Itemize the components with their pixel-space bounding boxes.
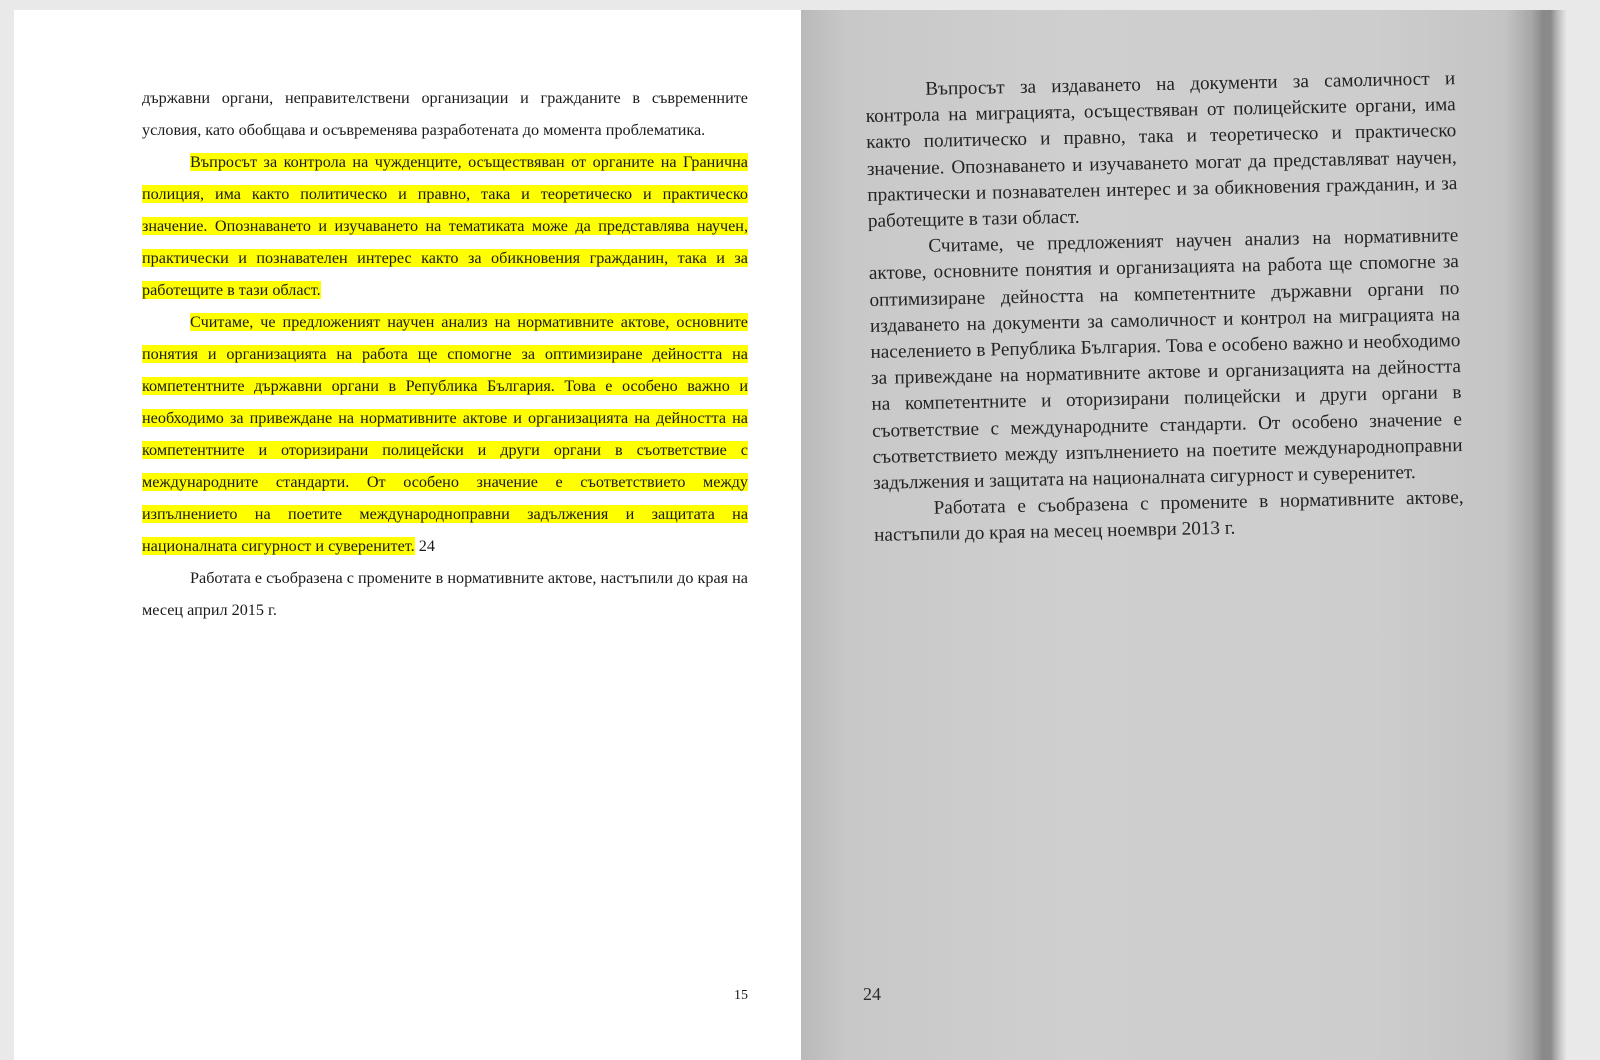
highlighted-text: Въпросът за контрола на чужденците, осъществяван от органите на Гранична полиция, има както политическо и правно, така и теоретическо и практическо значение. Опознаването и изучаването на тематиката може да представлява научен, практически и познавателен интерес както за обикновения гражданин, така и за работещите в тази област.	[142, 153, 748, 299]
book-gutter-shadow	[1532, 10, 1566, 1060]
left-paragraph-3	[142, 306, 748, 562]
right-paragraph-3: Работата е съобразена с промените в нормативните актове, настъпили до края на месец ноември 2013 г.	[873, 487, 1464, 547]
footnote-reference: 24	[414, 537, 435, 555]
document-viewer	[14, 10, 1566, 1060]
left-paragraph-4-text: Работата е съобразена с промените в нормативните актове, настъпили до края на месец април 2015 г.	[142, 569, 748, 619]
right-page-number: 24	[863, 984, 881, 1004]
left-document-page	[14, 10, 801, 1060]
left-paragraph-1-text: държавни органи, неправителствени организации и гражданите в съвременните условия, като обобщава и осъвременява разработената до момента проблематика.	[142, 89, 748, 139]
right-page-body	[865, 66, 1464, 549]
left-paragraph-2	[142, 146, 748, 306]
right-scanned-page	[801, 10, 1566, 1060]
left-paragraph-1	[142, 82, 748, 146]
left-page-number: 15	[734, 988, 748, 1003]
left-paragraph-4	[142, 562, 748, 626]
highlighted-text: Считаме, че предложеният научен анализ на нормативните актове, основните понятия и организацията на работа ще спомогне за оптимизиране дейността на компетентните държавни органи в Република България. Това е особено важно и необходимо за привеждане на нормативните актове и организацията на дейността на компетентните и оторизирани полицейски и други органи в съответствие с международните стандарти. От особено значение е съответствието между изпълнението на поетите международноправни задължения и защитата на националната сигурност и суверенитет.	[142, 313, 748, 555]
left-page-body	[142, 82, 748, 626]
right-paragraph-1: Въпросът за издаването на документи за самоличност и контрола на миграцията, осъществяван от полицейските органи, има както политическо и правно, така и теоретическо и практическо значение. Опознаването и изучаването могат да представляват научен, практически и познавателен интерес и за обикновения гражданин, и за работещите в тази област.	[865, 68, 1458, 232]
right-paragraph-2: Считаме, че предложеният научен анализ на нормативните актове, основните понятия и организацията на работа ще спомогне за оптимизиране дейността на компетентните държавни органи по издаването на документи за самоличност и контрол на миграцията на населението в Република България. Това е особено важно и необходимо за привеждане на нормативните актове и организацията на дейността на компетентните и оторизирани полицейски и други органи в съответствие с международните стандарти. От особено значение е съответствието между изпълнението на поетите международноправни задължения и защитата на националната сигурност и суверенитет.	[868, 225, 1463, 494]
